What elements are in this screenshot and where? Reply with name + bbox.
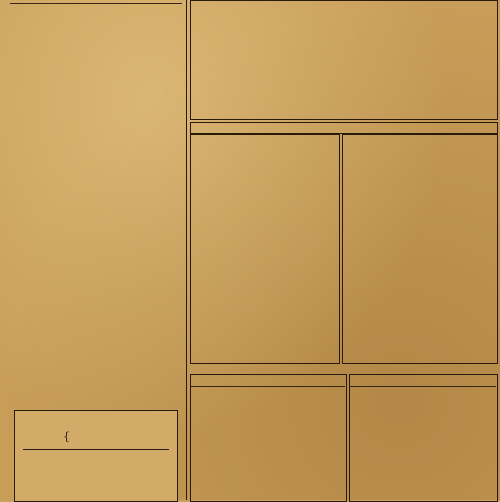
article-divider [10,3,182,4]
ad-merger-names [71,431,171,437]
page-column-divider [186,0,187,500]
shares-table-left [190,134,340,364]
shares-table-right [342,134,498,364]
market-commentary-article [10,0,182,406]
bonds-table [190,0,498,120]
ad-divider [23,449,169,450]
london-header-rule [190,386,345,387]
london-exchange-table [190,374,347,502]
fx-table [349,374,498,502]
shares-header-box [190,122,498,134]
fx-header-rule [349,386,496,387]
bank-advertisement [14,410,178,502]
brace-glyph: { [63,430,70,443]
